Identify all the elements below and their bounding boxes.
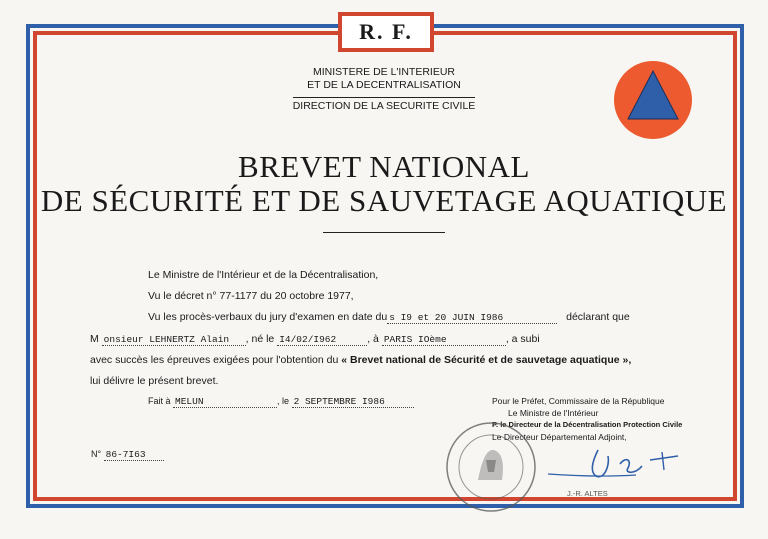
signature-icon bbox=[546, 446, 694, 480]
title-line2: DE SÉCURITÉ ET DE SAUVETAGE AQUATIQUE bbox=[40, 183, 728, 218]
signature-line1: Pour le Préfet, Commissaire de la République bbox=[492, 396, 665, 406]
line5-prefix: avec succès les épreuves exigées pour l'obtention du bbox=[90, 354, 339, 366]
signer-name: J.-R. ALTES bbox=[567, 489, 608, 498]
direction-label: DIRECTION DE LA SECURITE CIVILE bbox=[293, 97, 476, 112]
fait-line bbox=[148, 396, 414, 408]
body-line3 bbox=[148, 311, 630, 324]
exam-prefix: Vu les procès-verbaux du jury d'examen en date du bbox=[148, 311, 388, 323]
ministry-line2: ET DE LA DECENTRALISATION bbox=[307, 79, 461, 91]
name-field: onsieur LEHNERTZ Alain bbox=[102, 334, 246, 346]
number-value: 86-7I63 bbox=[104, 449, 164, 461]
fait-place-field: MELUN bbox=[173, 396, 277, 408]
official-stamp-icon bbox=[444, 420, 538, 514]
body-line5 bbox=[90, 354, 631, 366]
title-line1: BREVET NATIONAL bbox=[238, 149, 530, 184]
signature-line4: Le Directeur Départemental Adjoint, bbox=[492, 432, 627, 442]
fait-label: Fait à bbox=[148, 396, 171, 406]
brevet-name: « Brevet national de Sécurité et de sauvetage aquatique », bbox=[341, 354, 632, 366]
signature-line2: Le Ministre de l'Intérieur bbox=[508, 408, 599, 418]
line4-suffix: , a subi bbox=[505, 333, 540, 345]
rf-label: R. F. bbox=[359, 19, 413, 44]
le-label: , le bbox=[277, 396, 290, 406]
m-prefix: M bbox=[90, 333, 99, 345]
civil-protection-emblem-icon bbox=[614, 61, 692, 139]
born-label: , né le bbox=[245, 333, 275, 345]
certificate-title bbox=[0, 150, 768, 218]
certificate-number bbox=[91, 449, 164, 461]
fait-date-field: 2 SEPTEMBRE I986 bbox=[292, 396, 414, 408]
body-line2: Vu le décret n° 77-1177 du 20 octobre 1977, bbox=[148, 290, 354, 302]
title-divider bbox=[323, 232, 445, 233]
ministry-line1: MINISTERE DE L'INTERIEUR bbox=[312, 66, 456, 78]
birth-place-field: PARIS IOème bbox=[382, 334, 506, 346]
exam-suffix: déclarant que bbox=[566, 311, 630, 323]
signature-line3: P. le Directeur de la Décentralisation Protection Civile bbox=[492, 420, 683, 429]
body-line4 bbox=[90, 333, 540, 346]
rf-header bbox=[338, 12, 434, 52]
body-line1: Le Ministre de l'Intérieur et de la Décentralisation, bbox=[148, 269, 379, 281]
exam-dates-field: s I9 et 20 JUIN I986 bbox=[387, 312, 557, 324]
number-label: N° bbox=[91, 449, 102, 459]
birth-date-field: I4/02/I962 bbox=[277, 334, 367, 346]
at-label: , à bbox=[367, 333, 379, 345]
body-line6: lui délivre le présent brevet. bbox=[90, 375, 219, 387]
